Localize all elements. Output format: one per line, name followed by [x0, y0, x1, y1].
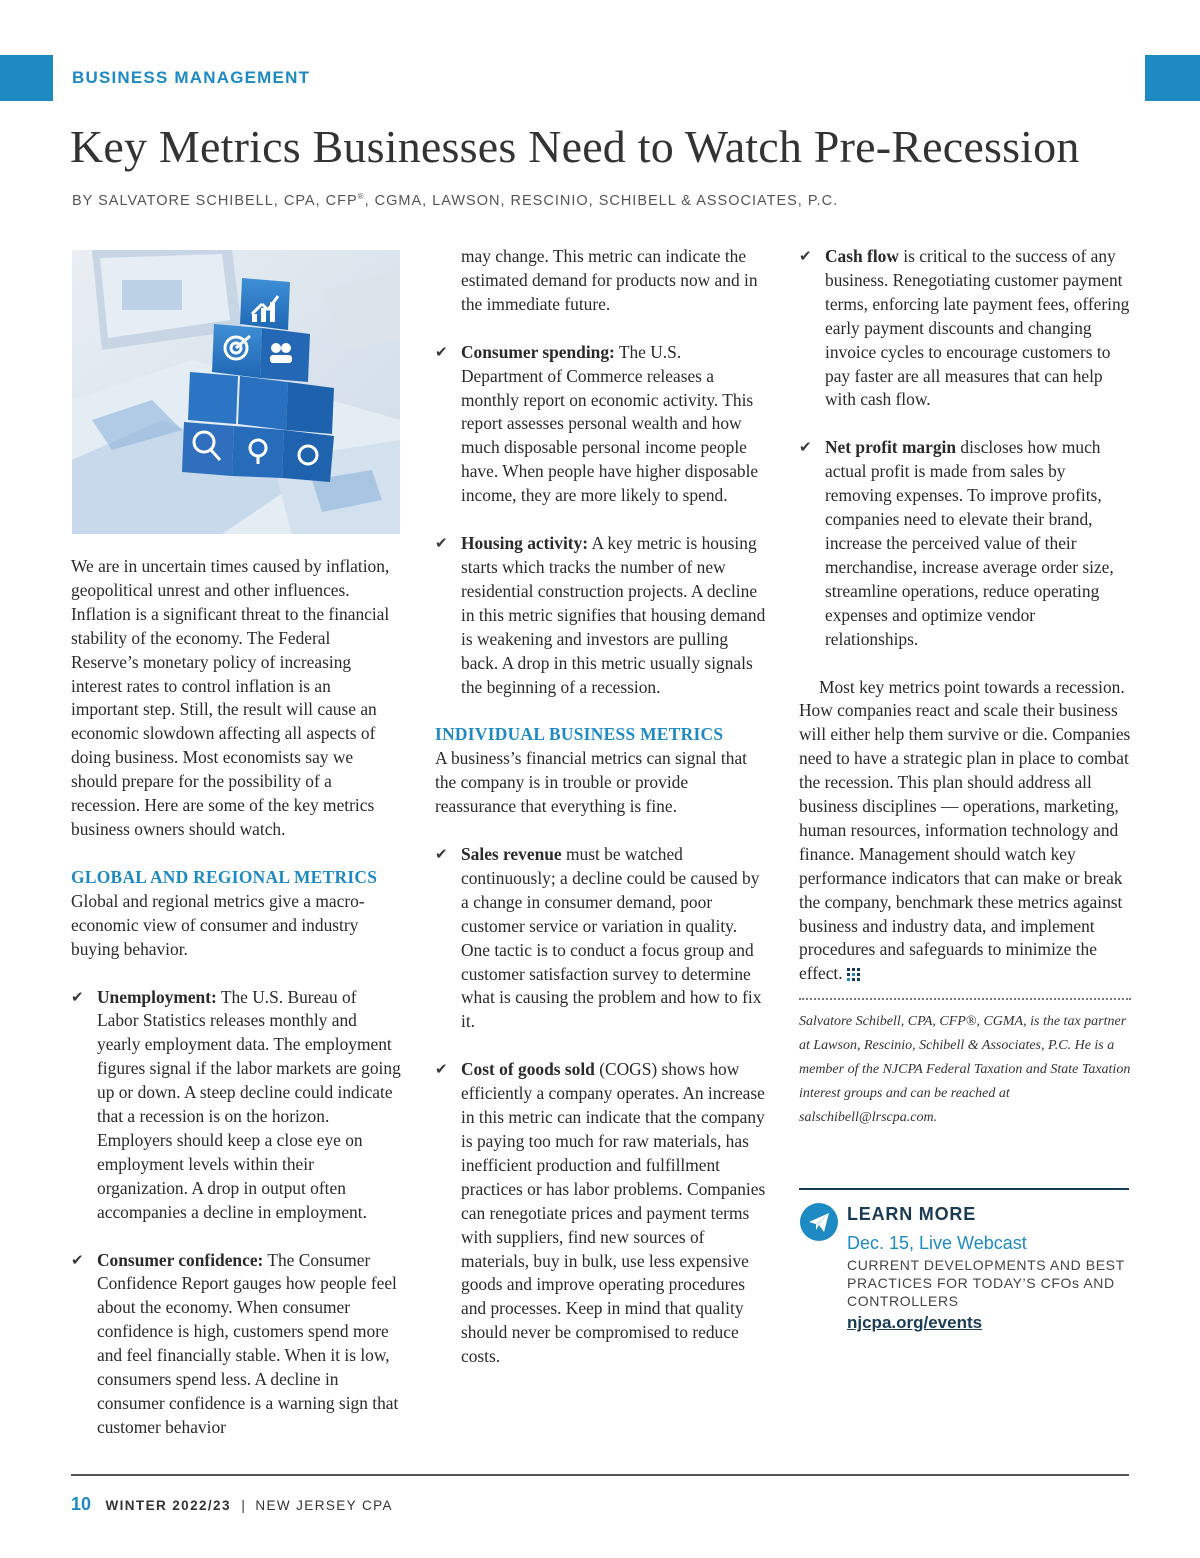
checkmark-icon: ✔ — [435, 1060, 448, 1079]
bullet-text: discloses how much actual profit is made from sales by removing expenses. To improve profits, companies need to elevate their brand, increase the perceived value of their merchandise, increase average order size, streamline operations, reduce operating expenses and optimize vendor relationships. — [825, 437, 1114, 649]
section-tab-right — [1145, 55, 1200, 101]
bullet-unemployment — [71, 986, 401, 1225]
intro-paragraph: We are in uncertain times caused by inflation, geopolitical unrest and other influences. Inflation is a significant threat to the financial stability of the economy. The Federal Reserve’s monetary policy of increasing interest rates to control inflation is an important step. Still, the result will cause an economic slowdown affecting all aspects of doing business. Most economists say we should prepare for the possibility of a recession. Here are some of the key metrics business owners should watch. — [71, 556, 390, 839]
paper-plane-icon — [799, 1202, 839, 1242]
bullet-text: A key metric is housing starts which tracks the number of new residential construction projects. A decline in this metric signifies that housing demand is weakening and investors are pulling back. A drop in this metric usually signals the beginning of a recession. — [461, 533, 766, 697]
bullet-net-profit-margin — [799, 436, 1131, 651]
bullet-label: Cash flow — [825, 246, 899, 266]
bullet-sales-revenue — [435, 843, 767, 1034]
bio-divider — [799, 998, 1131, 1000]
column-2 — [435, 245, 767, 1369]
bullet-text: The U.S. Department of Commerce releases a monthly report on economic activity. This report assesses personal wealth and how much disposable personal income people have. When people have higher disposable income, they are more likely to spend. — [461, 341, 759, 506]
article-title: Key Metrics Businesses Need to Watch Pre-Recession — [70, 121, 1080, 172]
heading-individual-business: INDIVIDUAL BUSINESS METRICS — [435, 724, 724, 745]
heading-global-regional: GLOBAL AND REGIONAL METRICS — [71, 866, 378, 887]
section-tab-left — [0, 55, 53, 101]
learn-more-box — [799, 1188, 1129, 1336]
bullet-cash-flow — [799, 245, 1131, 412]
bullet-label: Cost of goods sold — [461, 1059, 595, 1080]
author-bio — [799, 1010, 1131, 1130]
bio-end: . — [933, 1110, 938, 1126]
footer — [71, 1494, 393, 1515]
webcast-date: Dec. 15, Live Webcast — [847, 1233, 1027, 1253]
end-mark-icon — [847, 968, 863, 982]
individual-business-intro: A business’s financial metrics can signal that the company is in trouble or provide reassurance that everything is fine. — [435, 748, 747, 817]
webcast-description: CURRENT DEVELOPMENTS AND BEST PRACTICES FOR TODAY’S CFOs AND CONTROLLERS — [847, 1257, 1125, 1309]
checkmark-icon: ✔ — [71, 1250, 84, 1269]
byline — [72, 192, 838, 209]
checkmark-icon: ✔ — [71, 987, 84, 1006]
checkmark-icon: ✔ — [435, 342, 448, 361]
byline-firm: , CGMA, LAWSON, RESCINIO, SCHIBELL & ASSOCIATES, P.C. — [364, 192, 839, 209]
page-number: 10 — [71, 1494, 92, 1514]
bullet-label: Sales revenue — [461, 844, 562, 865]
closing-text: Most key metrics point towards a recession. How companies react and scale their business will either help them survive or die. Companies need to have a strategic plan in place to combat the recession. This plan should address all business disciplines — operations, marketing, human resources, information technology and finance. Management should watch key performance indicators that can make or break the company, benchmark these metrics against business and industry data, and implement procedures and safeguards to minimize the effect. — [799, 676, 1131, 984]
issue-date: WINTER 2022/23 — [105, 1498, 231, 1513]
section-label: BUSINESS MANAGEMENT — [72, 68, 311, 87]
byline-registered: ® — [357, 192, 365, 201]
byline-name: BY SALVATORE SCHIBELL, CPA, CFP — [72, 192, 358, 209]
bullet-text: The U.S. Bureau of Labor Statistics releases monthly and yearly employment data. The employment figures signal if the labor markets are going up or down. A steep decline could indicate that a recession is on the horizon. Employers should keep a close eye on employment levels within their organization. A drop in output often accompanies a decline in employment. — [97, 986, 401, 1222]
bullet-label: Consumer confidence: — [97, 1249, 264, 1270]
checkmark-icon: ✔ — [799, 438, 812, 457]
checkmark-icon: ✔ — [799, 247, 812, 265]
checkmark-icon: ✔ — [435, 845, 448, 864]
bullet-text: must be watched continuously; a decline could be caused by a change in consumer demand, poor customer service or variation in quality. One tactic is to conduct a focus group and customer satisfaction survey to determine what is causing the problem and how to fix it. — [461, 844, 762, 1032]
bullet-label: Net profit margin — [825, 437, 957, 458]
bio-text: Salvatore Schibell, CPA, CFP®, CGMA, is the tax partner at Lawson, Rescinio, Schibell & Associates, P.C. He is a member of the NJCPA Federal Taxation and State Taxation interest groups and can be reached at — [799, 1014, 1131, 1102]
learn-more-title: LEARN MORE — [847, 1204, 976, 1224]
footer-rule — [71, 1474, 1129, 1476]
column-1 — [71, 555, 401, 1440]
checkmark-icon: ✔ — [435, 534, 448, 553]
bullet-cogs — [435, 1058, 767, 1369]
bullet-label: Unemployment: — [97, 986, 217, 1007]
bullet-text: (COGS) shows how efficiently a company operates. An increase in this metric can indicate that the company is paying too much for raw materials, has inefficient production and fulfillment practices or has labor problems. Companies can renegotiate prices and payment terms with suppliers, find new sources of materials, buy in bulk, use less expensive goods and improve operating procedures and processes. Keep in mind that quality should never be compromised to reduce costs. — [461, 1059, 766, 1367]
bullet-text: is critical to the success of any business. Renegotiating customer payment terms, enforcing late payment fees, offering early payment discounts and changing invoice cycles to encourage customers to pay faster are all measures that can help with cash flow. — [825, 246, 1130, 410]
global-regional-intro: Global and regional metrics give a macro-economic view of consumer and industry buying behavior. — [71, 890, 365, 959]
bullet-text: The Consumer Confidence Report gauges how people feel about the economy. When consumer confidence is high, customers spend more and feel financially stable. When it is low, consumers spend less. A decline in consumer confidence is a warning sign that customer behavior — [97, 1249, 399, 1437]
consumer-confidence-continued: may change. This metric can indicate the estimated demand for products now and in the immediate future. — [461, 246, 758, 314]
bullet-label: Housing activity: — [461, 533, 589, 554]
bullet-consumer-spending — [435, 341, 767, 508]
magazine-name: NEW JERSEY CPA — [255, 1498, 393, 1513]
bullet-housing-activity — [435, 532, 767, 699]
bullet-label: Consumer spending: — [461, 341, 615, 362]
bullet-consumer-confidence — [71, 1249, 401, 1440]
footer-separator: | — [241, 1498, 245, 1513]
author-email-link[interactable]: salschibell@lrscpa.com — [799, 1110, 934, 1126]
closing-paragraph — [799, 676, 1131, 987]
column-3 — [799, 245, 1131, 1130]
events-link[interactable]: njcpa.org/events — [847, 1313, 983, 1332]
business-metrics-cubes-photo — [72, 250, 400, 534]
